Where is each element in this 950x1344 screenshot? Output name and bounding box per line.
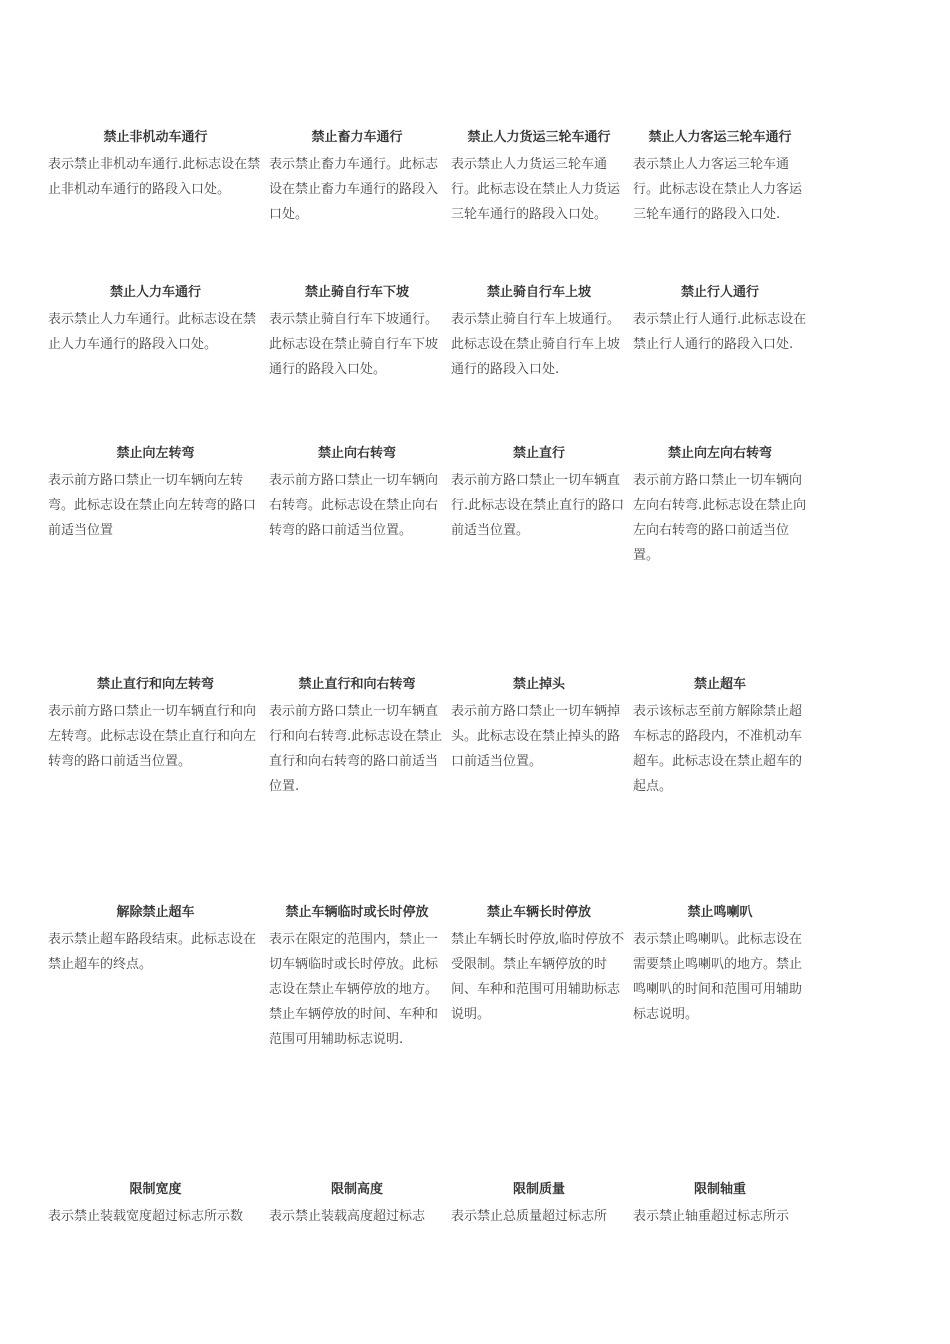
sign-entry	[633, 129, 813, 227]
sign-description: 表示禁止轴重超过标志所示	[633, 1209, 790, 1224]
sign-entry	[48, 129, 269, 227]
sign-description: 表示前方路口禁止一切车辆掉头。此标志设在禁止掉头的路口前适当位置。	[451, 704, 621, 769]
sign-description: 表示禁止非机动车通行.此标志设在禁止非机动车通行的路段入口处。	[48, 157, 261, 197]
sign-title: 禁止向左转弯	[116, 446, 195, 461]
sign-title: 禁止骑自行车上坡	[486, 285, 591, 300]
sign-title: 禁止鸣喇叭	[687, 905, 753, 920]
sign-description: 表示禁止鸣喇叭。此标志设在需要禁止鸣喇叭的地方。禁止鸣喇叭的时间和范围可用辅助标志说明。	[633, 932, 803, 1022]
sign-title: 解除禁止超车	[116, 905, 195, 920]
sign-title: 禁止人力客运三轮车通行	[648, 130, 792, 145]
sign-entry	[48, 284, 269, 382]
sign-title: 禁止车辆长时停放	[486, 905, 591, 920]
sign-row-5	[48, 904, 868, 1052]
sign-title: 限制高度	[330, 1182, 383, 1197]
sign-entry	[269, 284, 451, 382]
sign-title: 禁止超车	[693, 677, 746, 692]
sign-description: 表示禁止人力客运三轮车通行。此标志设在禁止人力客运三轮车通行的路段入口处.	[633, 157, 803, 222]
sign-title: 禁止畜力车通行	[311, 130, 403, 145]
sign-entry	[451, 1181, 633, 1229]
sign-entry	[633, 445, 813, 568]
sign-title: 禁止向左向右转弯	[667, 446, 772, 461]
sign-description: 表示前方路口禁止一切车辆直行和向左转弯。此标志设在禁止直行和向左转弯的路口前适当位置。	[48, 704, 257, 769]
sign-entry	[451, 445, 633, 568]
sign-title: 禁止人力车通行	[109, 285, 201, 300]
sign-description: 表示前方路口禁止一切车辆直行.此标志设在禁止直行的路口前适当位置。	[451, 473, 625, 538]
sign-entry	[451, 129, 633, 227]
sign-description: 表示在限定的范围内，禁止一切车辆临时或长时停放。此标志设在禁止车辆停放的地方。禁止车辆停放的时间、车种和范围可用辅助标志说明.	[269, 932, 439, 1047]
sign-entry	[451, 284, 633, 382]
sign-entry	[451, 904, 633, 1052]
sign-description: 表示禁止装载高度超过标志	[269, 1209, 426, 1224]
sign-entry	[269, 1181, 451, 1229]
sign-description: 表示禁止骑自行车下坡通行。此标志设在禁止骑自行车下坡通行的路段入口处。	[269, 312, 439, 377]
sign-title: 限制质量	[512, 1182, 565, 1197]
sign-entry	[633, 284, 813, 382]
sign-entry	[633, 904, 813, 1052]
sign-entry	[269, 445, 451, 568]
sign-entry	[269, 904, 451, 1052]
sign-description: 表示禁止人力货运三轮车通行。此标志设在禁止人力货运三轮车通行的路段入口处。	[451, 157, 621, 222]
sign-title: 禁止直行和向右转弯	[298, 677, 416, 692]
sign-title: 禁止掉头	[512, 677, 565, 692]
sign-description: 表示前方路口禁止一切车辆向右转弯。此标志设在禁止向右转弯的路口前适当位置。	[269, 473, 439, 538]
sign-description: 表示禁止人力车通行。此标志设在禁止人力车通行的路段入口处。	[48, 312, 257, 352]
sign-entry	[633, 676, 813, 799]
sign-description: 表示禁止总质量超过标志所	[451, 1209, 608, 1224]
sign-description: 禁止车辆长时停放,临时停放不受限制。禁止车辆停放的时间、车种和范围可用辅助标志说明。	[451, 932, 625, 1022]
sign-description: 表示禁止骑自行车上坡通行。此标志设在禁止骑自行车上坡通行的路段入口处.	[451, 312, 621, 377]
sign-description: 表示该标志至前方解除禁止超车标志的路段内，不准机动车超车。此标志设在禁止超车的起点。	[633, 704, 803, 794]
sign-description: 表示禁止畜力车通行。此标志设在禁止畜力车通行的路段入口处。	[269, 157, 439, 222]
sign-title: 限制宽度	[129, 1182, 182, 1197]
sign-row-6	[48, 1181, 868, 1229]
sign-title: 禁止人力货运三轮车通行	[467, 130, 611, 145]
sign-row-1	[48, 129, 868, 227]
sign-title: 禁止行人通行	[680, 285, 759, 300]
sign-description: 表示前方路口禁止一切车辆向左向右转弯.此标志设在禁止向左向右转弯的路口前适当位置。	[633, 473, 807, 563]
sign-entry	[48, 1181, 269, 1229]
sign-description: 表示禁止装载宽度超过标志所示数	[48, 1209, 244, 1224]
sign-title: 限制轴重	[693, 1182, 746, 1197]
sign-title: 禁止直行	[512, 446, 565, 461]
sign-title: 禁止直行和向左转弯	[96, 677, 214, 692]
sign-row-3	[48, 445, 868, 568]
sign-title: 禁止向右转弯	[317, 446, 396, 461]
sign-row-2	[48, 284, 868, 382]
sign-entry	[633, 1181, 813, 1229]
sign-title: 禁止车辆临时或长时停放	[285, 905, 429, 920]
sign-row-4	[48, 676, 868, 799]
sign-description: 表示禁止超车路段结束。此标志设在禁止超车的终点。	[48, 932, 257, 972]
sign-description: 表示禁止行人通行.此标志设在禁止行人通行的路段入口处.	[633, 312, 807, 352]
sign-title: 禁止骑自行车下坡	[304, 285, 409, 300]
sign-entry	[48, 904, 269, 1052]
sign-entry	[269, 129, 451, 227]
sign-entry	[48, 676, 269, 799]
sign-entry	[269, 676, 451, 799]
sign-entry	[451, 676, 633, 799]
sign-description: 表示前方路口禁止一切车辆向左转弯。此标志设在禁止向左转弯的路口前适当位置	[48, 473, 257, 538]
sign-description: 表示前方路口禁止一切车辆直行和向右转弯.此标志设在禁止直行和向右转弯的路口前适当位置.	[269, 704, 443, 794]
sign-entry	[48, 445, 269, 568]
sign-title: 禁止非机动车通行	[103, 130, 208, 145]
